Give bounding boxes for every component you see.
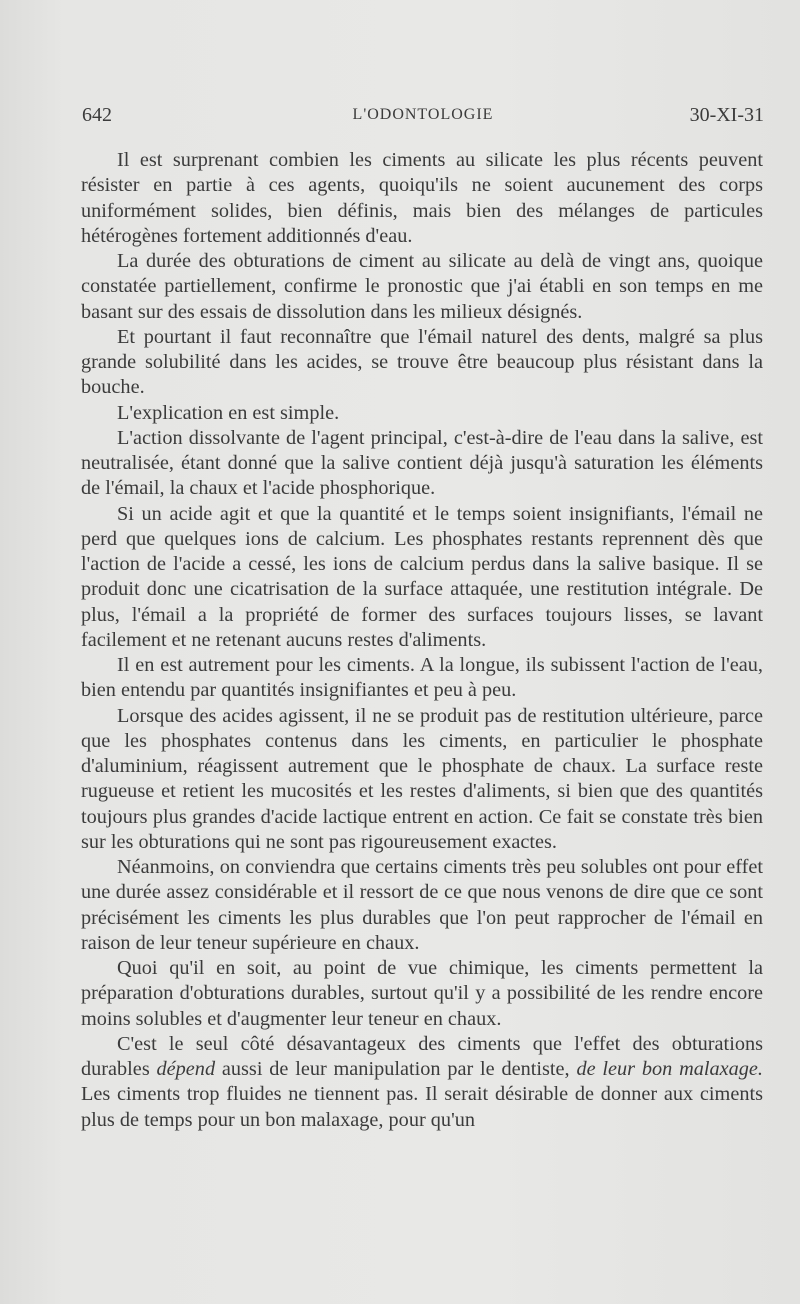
paragraph: La durée des obturations de ciment au silicate au delà de vingt ans, quoique constatée partiellement, confirme le pronostic que j'ai établi en son temps en me basant sur des essais de dissolution dans les milieux désignés. [81,250,763,323]
paragraph: Et pourtant il faut reconnaître que l'émail naturel des dents, malgré sa plus grande solubilité dans les acides, se trouve être beaucoup plus résistant dans la bouche. [81,325,763,399]
text-run: aussi de leur manipulation par le dentiste, [215,1058,577,1080]
paragraph: Néanmoins, on conviendra que certains ciments très peu solubles ont pour effet une durée assez considérable et il ressort de ce que nous venons de dire que ce sont précisément les ciments les plus durables que l'on peut rapprocher de l'émail en raison de leur teneur supérieure en chaux. [81,856,763,954]
paragraph: Lorsque des acides agissent, il ne se produit pas de restitution ultérieure, parce que les phosphates contenus dans les ciments, en particulier le phosphate d'aluminium, réagissent autrement que le phosphate de chaux. La surface reste rugueuse et retient les mucosités et les restes d'aliments, si bien que des quantités toujours plus grandes d'acide lactique entrent en action. Ce fait se constate très bien sur les obturations qui ne sont pas rigoureusement exactes. [81,704,763,853]
paragraph: Il en est autrement pour les ciments. A la longue, ils subissent l'action de l'eau, bien entendu par quantités insignifiantes et peu à peu. [81,654,763,702]
paragraph: L'explication en est simple. [117,401,340,424]
paragraph: Si un acide agit et que la quantité et le temps soient insignifiants, l'émail ne perd que quelques ions de calcium. Les phosphates restants reprennent dès que l'action de l'acide a cessé, les ions de calcium perdus dans la salive basique. Il se produit donc une cicatrisation de la surface attaquée, une restitution intégrale. De plus, l'émail a la propriété de former des surfaces toujours lisses, se lavant facilement et ne retenant aucuns restes d'aliments. [81,502,763,651]
text-run: Les ciments trop fluides ne tiennent pas. Il serait désirable de donner aux ciments plus de temps pour un bon malaxage, pour qu'un [81,1083,763,1131]
italic-run: de leur bon malaxage. [576,1058,763,1080]
page-number: 642 [82,104,112,126]
paragraph: Il est surprenant combien les ciments au silicate les plus récents peuvent résister en partie à ces agents, quoiqu'ils ne soient aucunement des corps uniformément solides, bien définis, mais bien des mélanges de particules hétérogènes fortement additionnés d'eau. [81,149,763,247]
running-header [82,104,764,132]
paragraph: Quoi qu'il en soit, au point de vue chimique, les ciments permettent la préparation d'obturations durables, surtout qu'il y a possibilité de les rendre encore moins solubles et d'augmenter leur teneur en chaux. [81,957,763,1030]
issue-date: 30-XI-31 [689,104,764,126]
paragraph: L'action dissolvante de l'agent principal, c'est-à-dire de l'eau dans la salive, est neutralisée, étant donné que la salive contient déjà jusqu'à saturation les éléments de l'émail, la chaux et l'acide phosphorique. [81,426,763,500]
italic-run: dépend [156,1058,216,1080]
paragraph-last [81,1032,763,1133]
journal-title: L'ODONTOLOGIE [352,106,494,123]
text-run: C'est le seul côté désavantageux des ciments que l'effet des obturations durables [81,1032,763,1080]
body-text [81,148,763,1133]
